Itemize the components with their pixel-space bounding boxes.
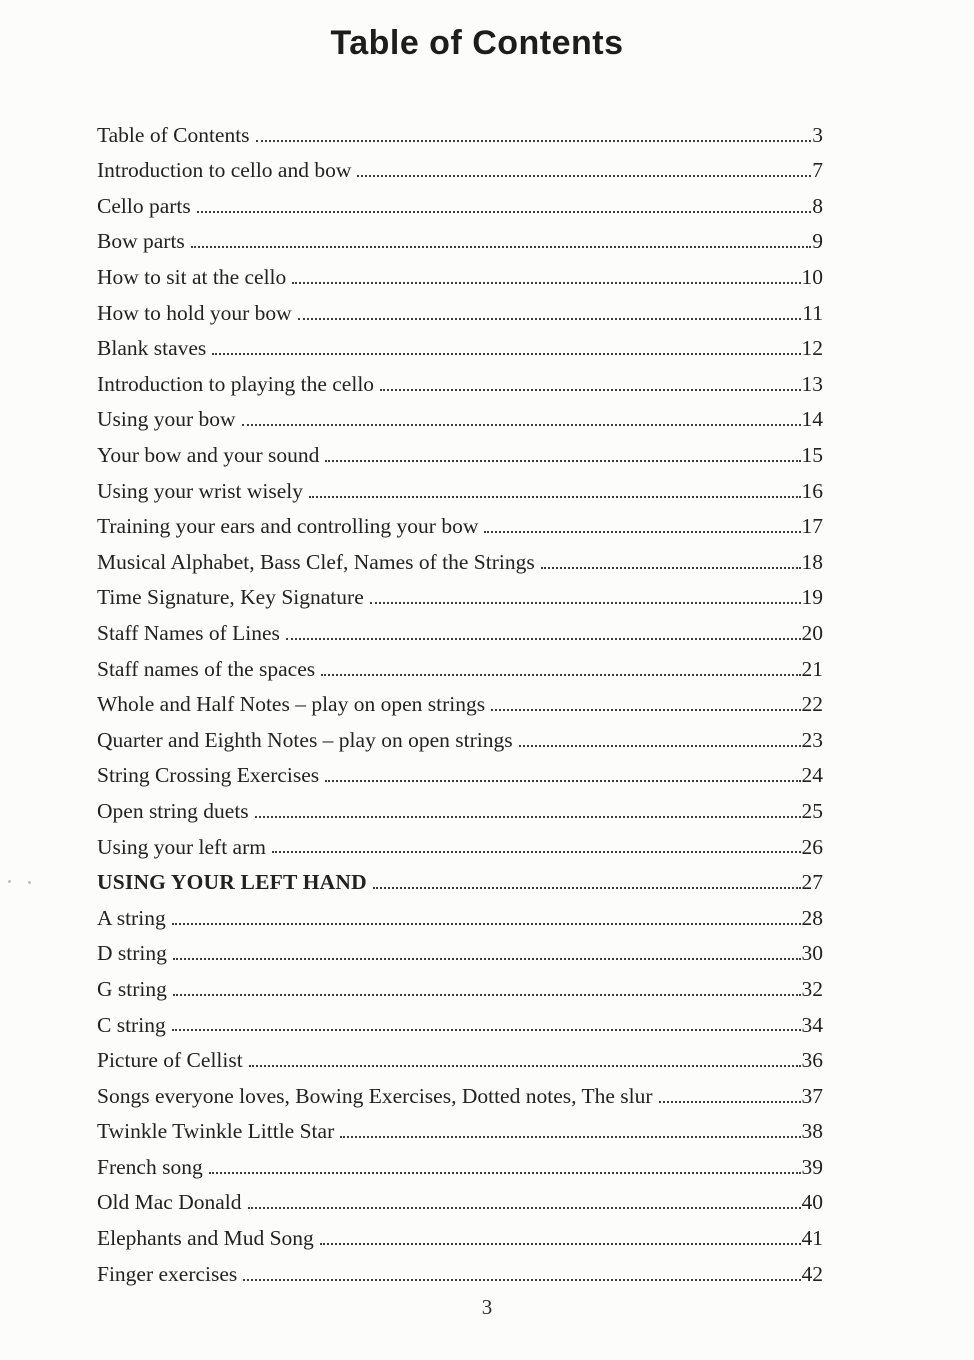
toc-entry-page-number: 34 <box>801 1012 823 1037</box>
toc-entry-label: G string <box>97 976 167 1001</box>
toc-leader-dots <box>321 674 800 676</box>
toc-entry <box>97 1001 823 1037</box>
toc-entry <box>97 681 823 717</box>
toc-entry <box>97 609 823 645</box>
toc-entry-label: Elephants and Mud Song <box>97 1226 314 1251</box>
toc-entry-page-number: 12 <box>801 336 823 361</box>
toc-entry-label: A string <box>97 905 166 930</box>
toc-leader-dots <box>248 1207 801 1209</box>
toc-entry-page-number: 26 <box>801 834 823 859</box>
toc-entry <box>97 147 823 183</box>
toc-entry-label: C string <box>97 1012 166 1037</box>
toc-entry <box>97 431 823 467</box>
toc-leader-dots <box>242 424 801 426</box>
toc-entry-label: How to sit at the cello <box>97 265 287 290</box>
toc-entry-page-number: 18 <box>801 549 823 574</box>
toc-entry <box>97 1072 823 1108</box>
toc-entry <box>97 574 823 610</box>
toc-entry-label: String Crossing Exercises <box>97 763 320 788</box>
toc-entry-page-number: 14 <box>801 407 823 432</box>
toc-entry-page-number: 11 <box>802 300 823 325</box>
toc-entry-label: Staff names of the spaces <box>97 656 316 681</box>
toc-entry-label: Table of Contents <box>97 122 250 147</box>
toc-leader-dots <box>325 460 800 462</box>
toc-entry-label: Quarter and Eighth Notes – play on open strings <box>97 727 513 752</box>
toc-entry-page-number: 3 <box>812 122 823 147</box>
toc-entry-label: Bow parts <box>97 229 185 254</box>
toc-entry <box>97 1214 823 1250</box>
toc-entry <box>97 325 823 361</box>
toc-leader-dots <box>484 531 800 533</box>
toc-entry <box>97 467 823 503</box>
toc-entry-page-number: 19 <box>801 585 823 610</box>
toc-entry-label: How to hold your bow <box>97 300 292 325</box>
toc-entry <box>97 930 823 966</box>
toc-entry-page-number: 17 <box>801 514 823 539</box>
toc-leader-dots <box>256 140 812 142</box>
toc-leader-dots <box>325 780 800 782</box>
toc-entry <box>97 253 823 289</box>
toc-entry-label: Songs everyone loves, Bowing Exercises, Dotted notes, The slur <box>97 1083 653 1108</box>
toc-entry <box>97 716 823 752</box>
toc-entry-label: D string <box>97 941 167 966</box>
toc-leader-dots <box>491 709 800 711</box>
toc-entry <box>97 787 823 823</box>
toc-leader-dots <box>309 496 800 498</box>
toc-entry-label: Using your left arm <box>97 834 266 859</box>
toc-entry-page-number: 41 <box>801 1226 823 1251</box>
toc-leader-dots <box>212 353 800 355</box>
table-of-contents-list <box>97 111 823 1286</box>
toc-entry-page-number: 23 <box>801 727 823 752</box>
toc-leader-dots <box>380 389 800 391</box>
toc-leader-dots <box>172 1029 801 1031</box>
toc-leader-dots <box>292 282 800 284</box>
toc-entry <box>97 111 823 147</box>
toc-entry-page-number: 40 <box>801 1190 823 1215</box>
toc-entry-label: Open string duets <box>97 798 249 823</box>
toc-entry <box>97 894 823 930</box>
toc-entry <box>97 396 823 432</box>
toc-entry <box>97 965 823 1001</box>
toc-entry <box>97 1143 823 1179</box>
toc-entry <box>97 182 823 218</box>
toc-entry <box>97 289 823 325</box>
toc-entry <box>97 360 823 396</box>
toc-entry-page-number: 7 <box>812 158 823 183</box>
toc-leader-dots <box>209 1172 801 1174</box>
toc-leader-dots <box>519 745 801 747</box>
toc-entry <box>97 503 823 539</box>
toc-entry-label: Training your ears and controlling your bow <box>97 514 479 539</box>
toc-entry-page-number: 27 <box>801 870 823 895</box>
toc-entry-label: Picture of Cellist <box>97 1048 243 1073</box>
toc-entry-page-number: 16 <box>801 478 823 503</box>
toc-entry <box>97 645 823 681</box>
toc-entry-page-number: 24 <box>801 763 823 788</box>
toc-entry-page-number: 10 <box>801 265 823 290</box>
toc-entry-label: Whole and Half Notes – play on open strings <box>97 692 486 717</box>
toc-entry <box>97 1108 823 1144</box>
toc-entry-label: Your bow and your sound <box>97 443 320 468</box>
toc-entry-label: French song <box>97 1154 203 1179</box>
toc-entry-page-number: 22 <box>801 692 823 717</box>
toc-entry <box>97 538 823 574</box>
toc-leader-dots <box>172 923 801 925</box>
toc-entry-label: Musical Alphabet, Bass Clef, Names of the Strings <box>97 549 535 574</box>
toc-entry-page-number: 9 <box>812 229 823 254</box>
toc-entry <box>97 218 823 254</box>
toc-entry-label: Old Mac Donald <box>97 1190 242 1215</box>
toc-leader-dots <box>298 318 802 320</box>
toc-entry-label: Introduction to cello and bow <box>97 158 352 183</box>
toc-entry-page-number: 13 <box>801 371 823 396</box>
toc-entry-page-number: 42 <box>801 1261 823 1286</box>
toc-leader-dots <box>340 1136 800 1138</box>
toc-entry <box>97 752 823 788</box>
toc-entry-page-number: 28 <box>801 905 823 930</box>
toc-entry <box>97 1250 823 1286</box>
toc-leader-dots <box>249 1065 801 1067</box>
toc-entry-label: USING YOUR LEFT HAND <box>97 870 367 895</box>
toc-leader-dots <box>255 816 801 818</box>
toc-entry-page-number: 21 <box>801 656 823 681</box>
toc-leader-dots <box>659 1101 801 1103</box>
toc-entry-label: Introduction to playing the cello <box>97 371 375 396</box>
toc-entry-page-number: 30 <box>801 941 823 966</box>
toc-leader-dots <box>272 851 801 853</box>
toc-entry <box>97 1179 823 1215</box>
toc-leader-dots <box>357 175 811 177</box>
toc-entry-page-number: 8 <box>812 193 823 218</box>
toc-entry-page-number: 15 <box>801 443 823 468</box>
toc-entry-page-number: 39 <box>801 1154 823 1179</box>
toc-leader-dots <box>173 958 801 960</box>
toc-entry-label: Using your bow <box>97 407 236 432</box>
toc-entry-label: Time Signature, Key Signature <box>97 585 364 610</box>
footer-page-number: 3 <box>481 1295 493 1319</box>
toc-leader-dots <box>286 638 801 640</box>
toc-entry-page-number: 36 <box>801 1048 823 1073</box>
toc-entry-label: Finger exercises <box>97 1261 238 1286</box>
toc-leader-dots <box>370 602 801 604</box>
toc-leader-dots <box>173 994 801 996</box>
toc-entry <box>97 823 823 859</box>
toc-entry-page-number: 38 <box>801 1119 823 1144</box>
toc-entry <box>97 1036 823 1072</box>
toc-leader-dots <box>191 246 811 248</box>
toc-entry-label: Using your wrist wisely <box>97 478 304 503</box>
toc-leader-dots <box>243 1279 800 1281</box>
toc-leader-dots <box>541 567 801 569</box>
scan-artifact-dots <box>8 880 34 884</box>
toc-entry-page-number: 37 <box>801 1083 823 1108</box>
toc-entry-page-number: 32 <box>801 976 823 1001</box>
toc-entry-label: Staff Names of Lines <box>97 620 280 645</box>
toc-entry <box>97 858 823 894</box>
toc-leader-dots <box>197 211 812 213</box>
toc-entry-page-number: 20 <box>801 620 823 645</box>
toc-leader-dots <box>320 1243 801 1245</box>
toc-entry-label: Blank staves <box>97 336 207 361</box>
toc-entry-label: Cello parts <box>97 193 191 218</box>
toc-entry-label: Twinkle Twinkle Little Star <box>97 1119 335 1144</box>
toc-leader-dots <box>373 887 801 889</box>
page-title: Table of Contents <box>330 24 624 62</box>
toc-entry-page-number: 25 <box>801 798 823 823</box>
